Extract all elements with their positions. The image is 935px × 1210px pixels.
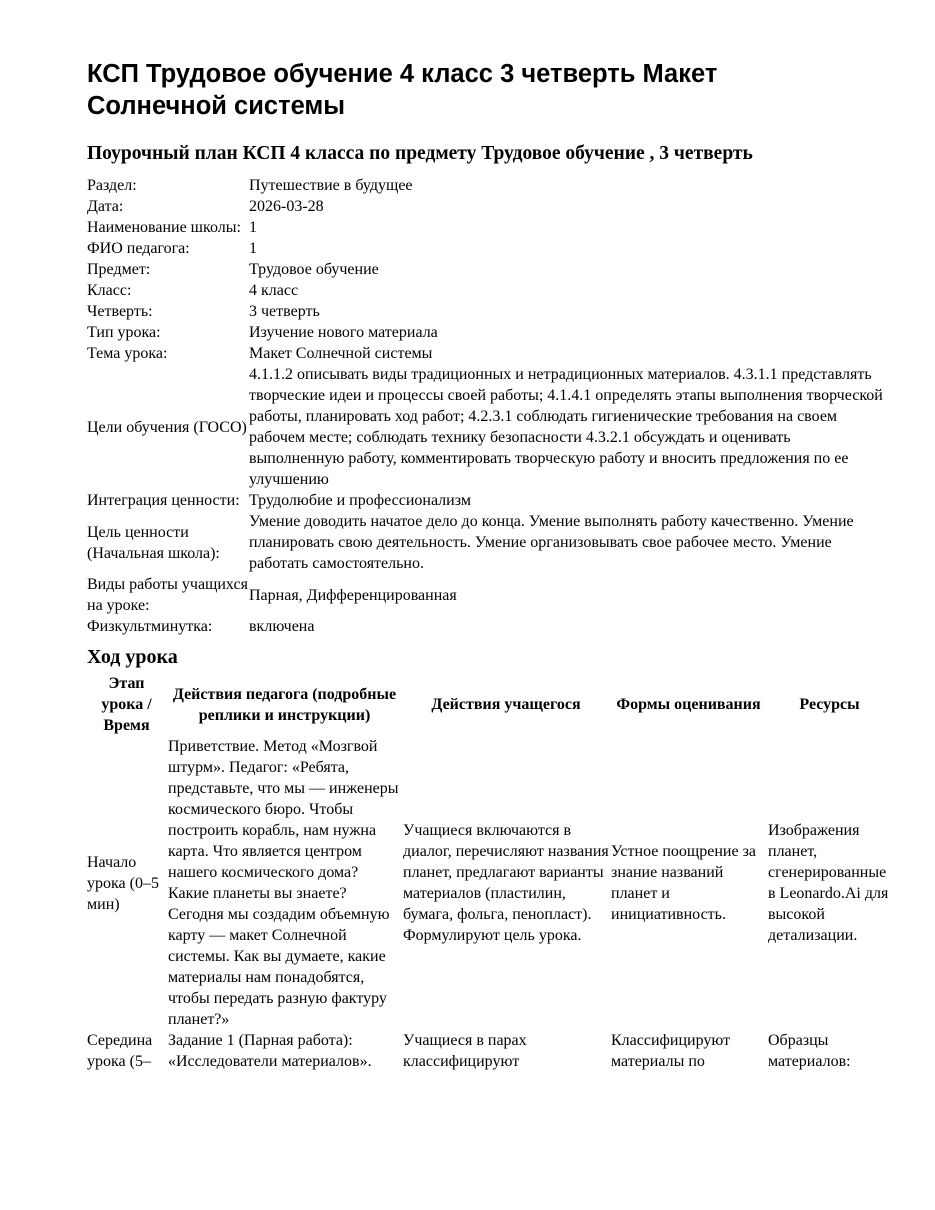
info-label: Раздел: <box>87 177 137 194</box>
document-title: КСП Трудовое обучение 4 класс 3 четверть Макет Солнечной системы <box>87 60 718 120</box>
info-label: Цель ценности (Начальная школа): <box>87 523 220 562</box>
info-value: 2026-03-28 <box>249 198 324 215</box>
info-row <box>87 616 889 637</box>
lesson-table-header-row <box>86 673 892 736</box>
info-value: Путешествие в будущее <box>249 177 413 194</box>
info-value: Макет Солнечной системы <box>249 345 433 362</box>
cell-teacher-actions: Задание 1 (Парная работа): «Исследователи материалов». <box>168 1032 372 1070</box>
info-row <box>87 217 889 238</box>
lesson-flow-table <box>86 673 892 1072</box>
info-label: Наименование школы: <box>87 219 241 236</box>
info-label: Виды работы учащихся на уроке: <box>87 576 248 614</box>
info-row <box>87 343 889 364</box>
lesson-row-middle <box>86 1030 892 1072</box>
info-label: Четверть: <box>87 303 153 320</box>
header-teacher-actions: Действия педагога (подробные реплики и инструкции) <box>172 685 397 724</box>
cell-stage: Середина урока (5– <box>87 1032 153 1070</box>
info-value: Трудолюбие и профессионализм <box>249 492 471 509</box>
info-value: 3 четверть <box>249 303 320 320</box>
info-label: Цели обучения (ГОСО) <box>87 418 247 436</box>
lesson-info-body <box>87 175 889 637</box>
info-value: Изучение нового материала <box>249 324 438 341</box>
cell-resources: Образцы материалов: <box>768 1032 851 1070</box>
info-row <box>87 574 889 616</box>
cell-student-actions: Учащиеся включаются в диалог, перечисляют названия планет, предлагают варианты материалов (пластилин, бумага, фольга, пенопласт). Формулируют цель урока. <box>403 822 609 944</box>
lesson-row-start <box>86 736 892 1030</box>
info-label: ФИО педагога: <box>87 240 190 257</box>
cell-resources: Изображения планет, сгенерированные в Leonardo.Ai для высокой детализации. <box>768 822 889 944</box>
header-student-actions: Действия учащегося <box>431 696 581 713</box>
document-page <box>87 58 889 1072</box>
info-row <box>87 322 889 343</box>
lesson-flow-heading: Ход урока <box>87 646 178 668</box>
info-value: Трудовое обучение <box>249 261 379 278</box>
header-stage: Этап урока / Время <box>101 675 152 734</box>
info-label: Класс: <box>87 282 132 299</box>
info-row <box>87 175 889 196</box>
info-value: 1 <box>249 219 257 236</box>
info-row <box>87 259 889 280</box>
info-row <box>87 490 889 511</box>
cell-assessment: Классифицируют материалы по <box>611 1032 731 1070</box>
lesson-info-table <box>87 175 889 637</box>
plan-subtitle: Поурочный план КСП 4 класса по предмету Трудовое обучение , 3 четверть <box>87 143 753 164</box>
header-resources: Ресурсы <box>799 696 860 713</box>
info-label: Дата: <box>87 198 124 215</box>
info-row <box>87 301 889 322</box>
info-row <box>87 280 889 301</box>
info-label: Предмет: <box>87 261 151 278</box>
header-assessment: Формы оценивания <box>616 696 761 713</box>
info-value: Парная, Дифференцированная <box>249 586 457 604</box>
info-value: включена <box>249 618 315 635</box>
info-row <box>87 196 889 217</box>
info-label: Тип урока: <box>87 324 161 341</box>
info-value: Умение доводить начатое дело до конца. Умение выполнять работу качественно. Умение планировать свою деятельность. Умение организовывать свое рабочее место. Умение работать самостоятельно. <box>249 513 854 572</box>
cell-stage: Начало урока (0–5 мин) <box>87 853 159 913</box>
info-value: 4.1.1.2 описывать виды традиционных и нетрадиционных материалов. 4.3.1.1 представлять творческие идеи и процессы своей работы; 4.1.4.1 определять этапы выполнения творческой работы, планировать ход работ; 4.2.3.1 соблюдать гигиенические требования на своем рабочем месте; соблюдать технику безопасности 4.3.2.1 обсуждать и оценивать выполненную работу, комментировать творческую работу и вносить предложения по ее улучшению <box>249 366 883 488</box>
info-label: Физкультминутка: <box>87 618 213 635</box>
info-value: 4 класс <box>249 282 299 299</box>
cell-student-actions: Учащиеся в парах классифицируют <box>403 1032 527 1070</box>
info-value: 1 <box>249 240 257 257</box>
info-row <box>87 238 889 259</box>
info-row <box>87 511 889 574</box>
info-label: Интеграция ценности: <box>87 492 240 509</box>
info-label: Тема урока: <box>87 345 168 362</box>
cell-teacher-actions: Приветствие. Метод «Мозгвой штурм». Педагог: «Ребята, представьте, что мы — инженеры космического бюро. Чтобы построить корабль, нам нужна карта. Что является центром нашего космического дома? Какие планеты вы знаете? Сегодня мы создадим объемную карту — макет Солнечной системы. Как вы думаете, какие материалы нам понадобятся, чтобы передать разную фактуру планет?» <box>168 738 399 1028</box>
info-row <box>87 364 889 490</box>
cell-assessment: Устное поощрение за знание названий планет и инициативность. <box>611 843 756 923</box>
